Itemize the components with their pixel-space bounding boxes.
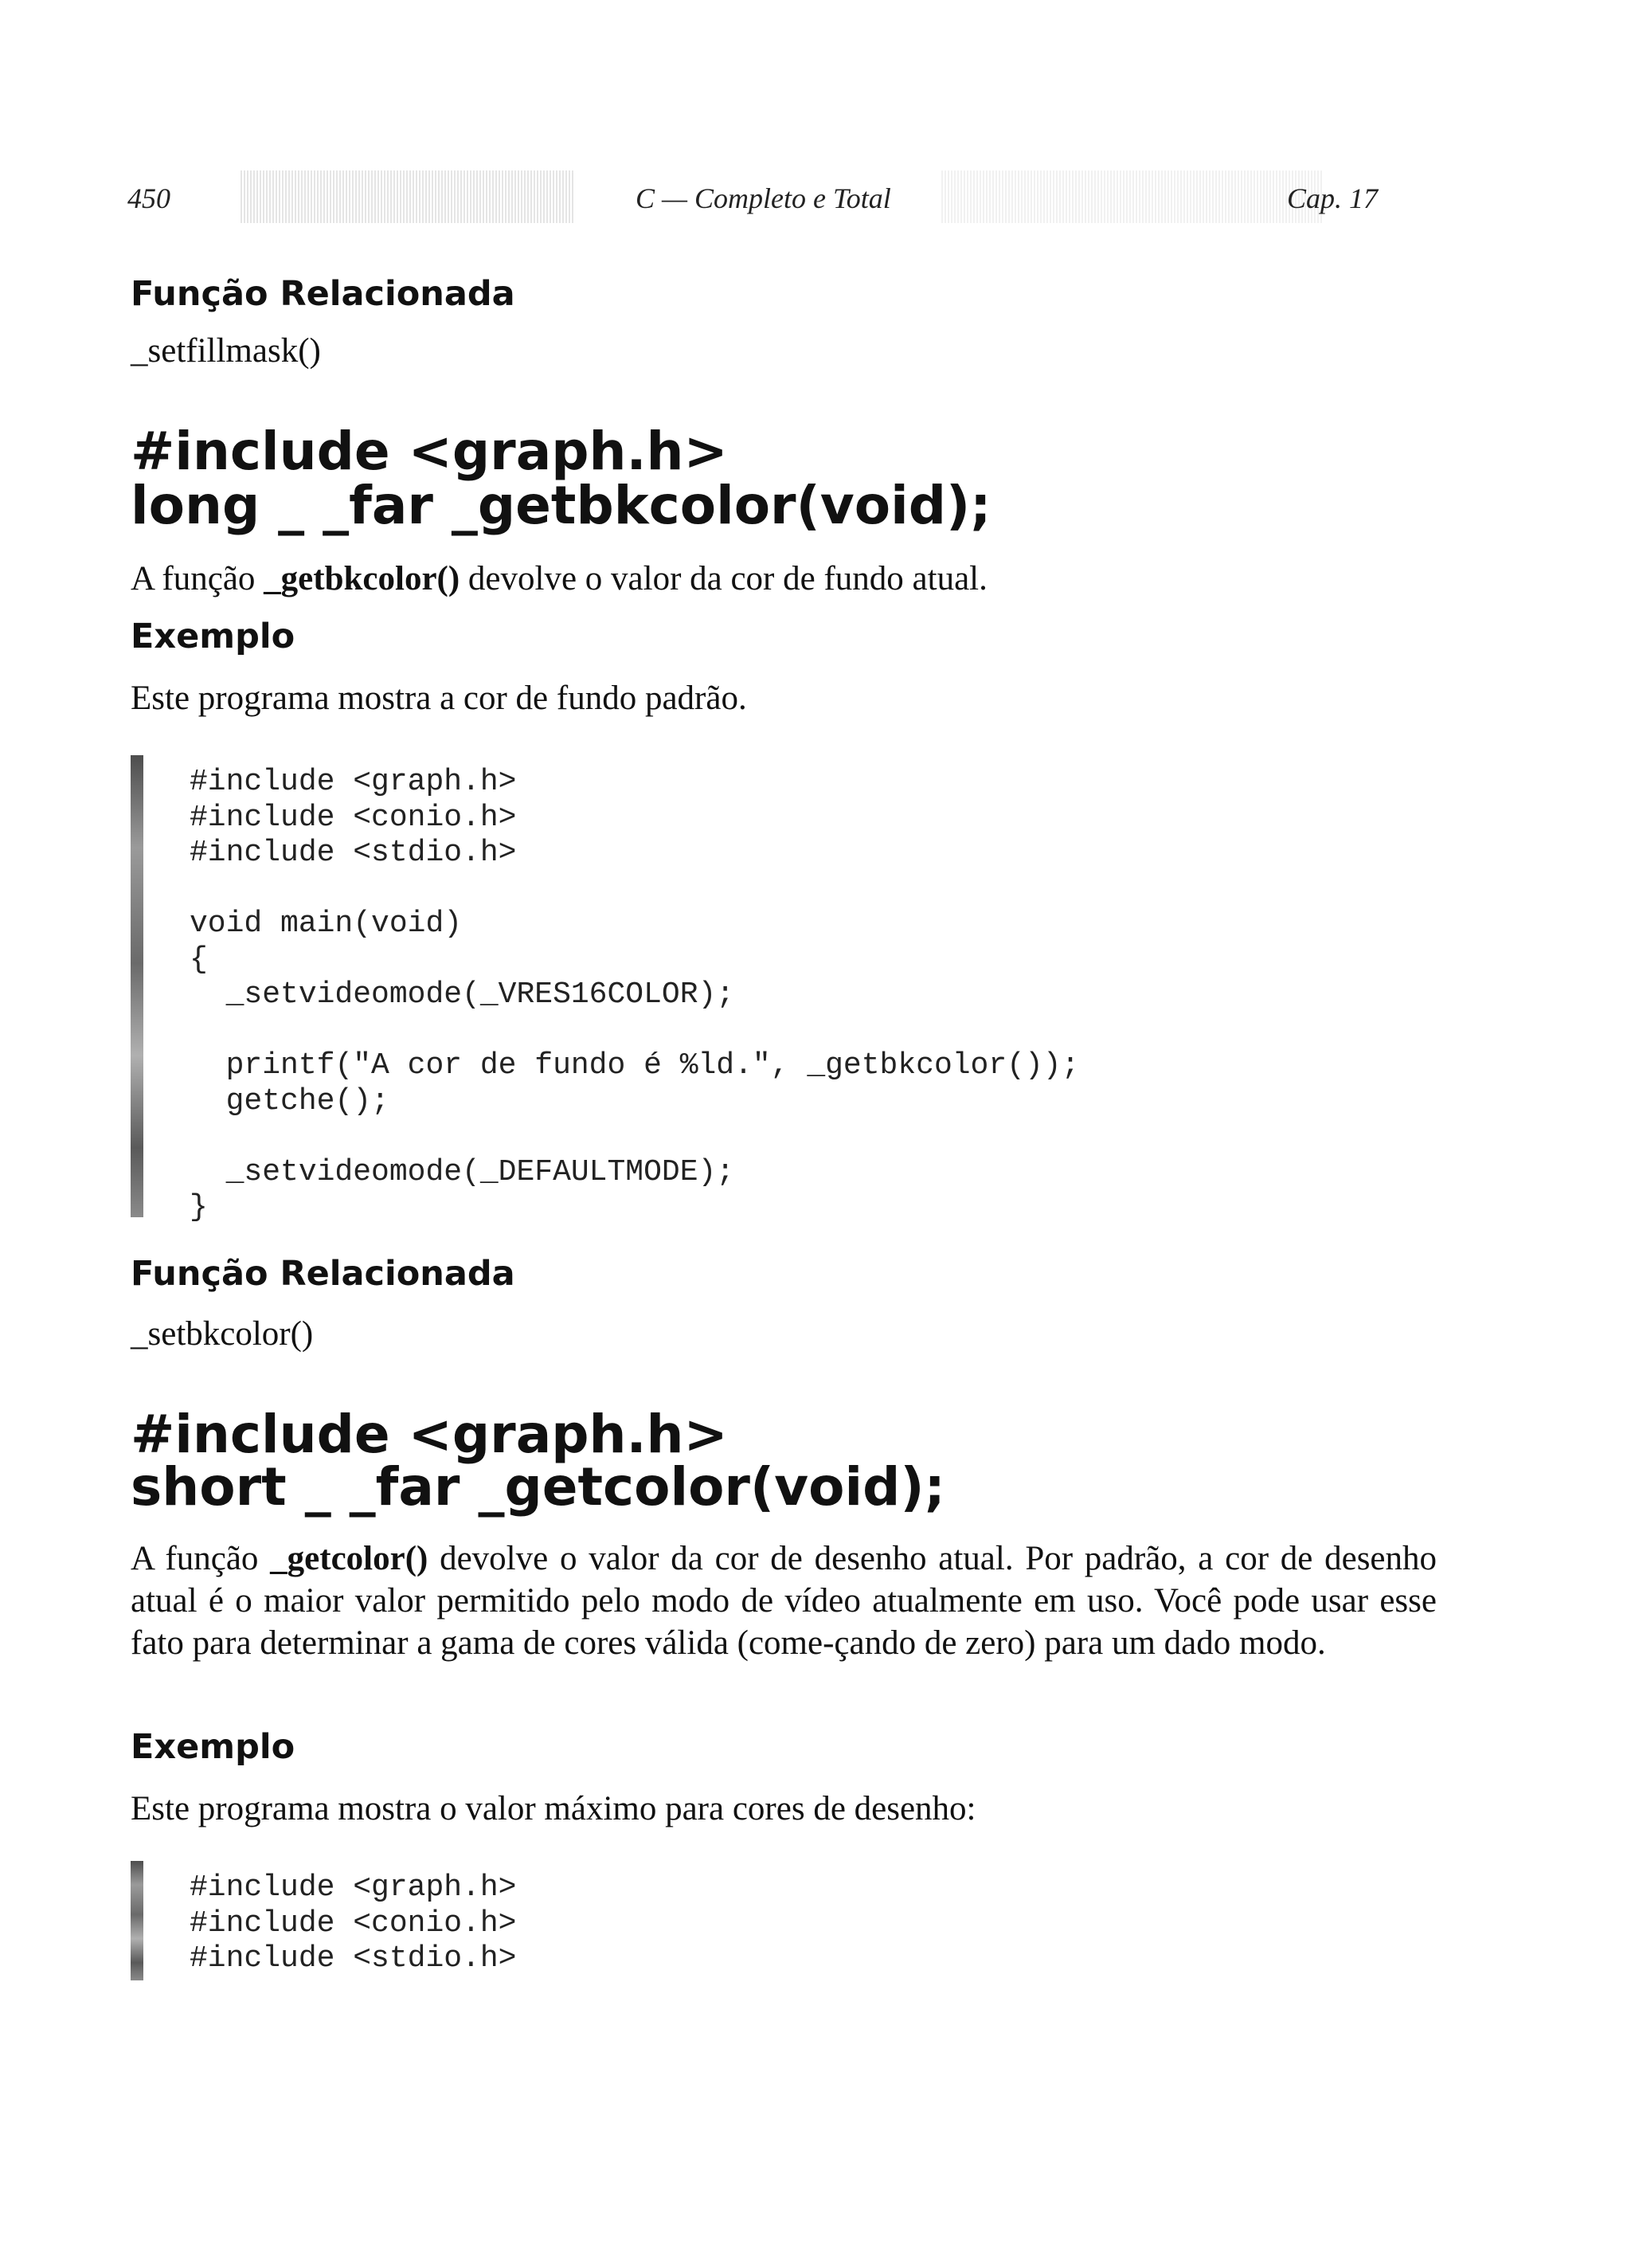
related-function-name: _setbkcolor() xyxy=(131,1315,314,1353)
function-description: A função _getcolor() devolve o valor da cor de desenho atual. Por padrão, a cor de desenho atual é o maior valor permitido pelo modo de vídeo atualmente em uso. Você pode usar esse fato para determinar a gama de cores válida (come-çando de zero) para um dado modo. xyxy=(131,1540,1437,1662)
chapter-label: Cap. 17 xyxy=(1287,182,1379,214)
function-description: A função _getbkcolor() devolve o valor da cor de fundo atual. xyxy=(131,560,988,597)
example-intro: Este programa mostra a cor de fundo padrão. xyxy=(131,680,747,717)
running-title: C — Completo e Total xyxy=(636,182,891,214)
code-margin-bar xyxy=(131,755,143,1217)
page-number: 450 xyxy=(127,182,170,214)
function-name-bold: _getbkcolor() xyxy=(264,560,460,597)
function-prototype: long _ _far _getbkcolor(void); xyxy=(131,475,992,536)
code-listing: #include <graph.h> #include <conio.h> #include <stdio.h> xyxy=(190,1870,517,1976)
function-name-bold: _getcolor() xyxy=(270,1540,428,1577)
include-directive: #include <graph.h> xyxy=(131,1404,728,1465)
example-intro: Este programa mostra o valor máximo para cores de desenho: xyxy=(131,1790,976,1827)
code-listing: #include <graph.h> #include <conio.h> #include <stdio.h> void main(void) { _setvideomode(_VRES16COLOR); printf("A cor de fundo é %ld.", _getbkcolor()); getche(); _setvideomode(_DEFAULTMODE); } xyxy=(190,765,1080,1224)
related-function-heading: Função Relacionada xyxy=(131,274,515,314)
include-directive: #include <graph.h> xyxy=(131,421,728,482)
header-texture-band xyxy=(239,170,573,223)
header-texture-band xyxy=(940,170,1322,223)
example-heading: Exemplo xyxy=(131,617,295,656)
related-function-name: _setfillmask() xyxy=(131,332,321,370)
function-prototype: short _ _far _getcolor(void); xyxy=(131,1456,945,1518)
example-heading: Exemplo xyxy=(131,1727,295,1767)
code-margin-bar xyxy=(131,1861,143,1980)
related-function-heading: Função Relacionada xyxy=(131,1254,515,1294)
